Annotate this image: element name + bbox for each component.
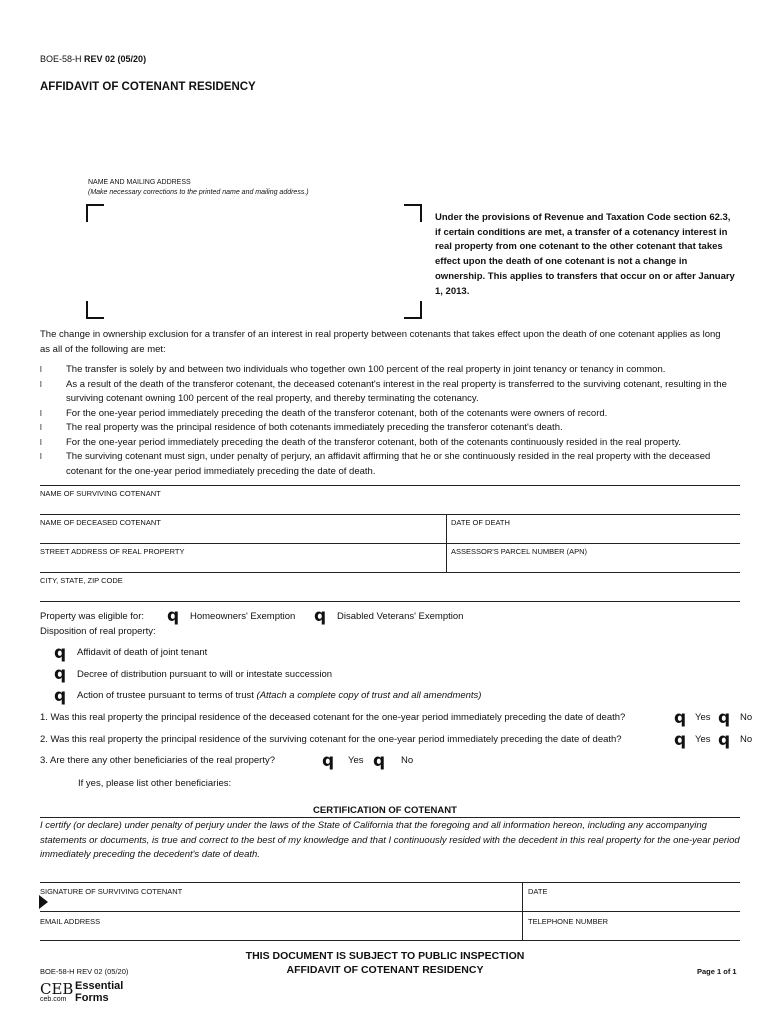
decree-checkbox[interactable]: q	[54, 664, 67, 684]
deceased-cotenant-field[interactable]: NAME OF DECEASED COTENANT	[40, 518, 161, 527]
certification-heading: CERTIFICATION OF COTENANT	[313, 805, 457, 816]
apn-field[interactable]: ASSESSOR'S PARCEL NUMBER (APN)	[451, 547, 588, 556]
divider	[40, 911, 740, 912]
condition-item	[40, 363, 740, 378]
form-code	[40, 54, 146, 64]
q1-yes-label: Yes	[695, 712, 711, 723]
page-number: Page 1 of 1	[697, 967, 737, 976]
eligible-label: Property was eligible for:	[40, 611, 145, 622]
date-of-death-field[interactable]: DATE OF DEATH	[451, 518, 510, 527]
conditions-list	[40, 363, 740, 479]
bullet-icon: l	[40, 437, 42, 447]
essential-forms-logo	[75, 980, 123, 1004]
condition-text: The transfer is solely by and between two individuals who together own 100 percent of the real property in joint tenancy or tenancy in common.	[66, 364, 666, 375]
address-label: NAME AND MAILING ADDRESS	[88, 179, 191, 186]
q2-no-checkbox[interactable]: q	[718, 730, 731, 750]
divider	[40, 485, 740, 486]
form-code-prefix: BOE-58-H	[40, 54, 82, 64]
question-3: 3. Are there any other beneficiaries of the real property?	[40, 755, 275, 766]
q3-no-checkbox[interactable]: q	[373, 751, 386, 771]
q3-no-label: No	[401, 755, 414, 766]
ef-logo-line1: Essential	[75, 980, 124, 992]
condition-text: The surviving cotenant must sign, under penalty of perjury, an affidavit affirming that he or she continuously resided in the real property with the deceased cotenant for the one-year period immediately preceding the date of death.	[66, 451, 711, 477]
list-beneficiaries-label: If yes, please list other beneficiaries:	[78, 778, 232, 789]
form-title: AFFIDAVIT OF COTENANT RESIDENCY	[40, 81, 256, 93]
intro-text: The change in ownership exclusion for a transfer of an interest in real property between cotenants that takes effect upon the death of one cotenant applies as long as all of the following are met:	[40, 329, 721, 355]
condition-text: For the one-year period immediately preceding the death of the transferor cotenant, both of the cotenants were owners of record.	[66, 407, 608, 419]
divider	[40, 601, 740, 602]
ceb-logo: CEB	[40, 980, 74, 998]
divider	[40, 572, 740, 573]
condition-item	[40, 378, 740, 407]
address-corner-bottom-right	[404, 301, 422, 319]
affidavit-checkbox[interactable]: q	[54, 643, 67, 663]
disposition-label: Disposition of real property:	[40, 626, 156, 637]
divider	[40, 940, 740, 941]
email-field[interactable]: EMAIL ADDRESS	[40, 917, 101, 926]
address-corner-top-right	[404, 204, 422, 222]
trustee-text: Action of trustee pursuant to terms of trust	[77, 690, 254, 701]
address-note: (Make necessary corrections to the printed name and mailing address.)	[88, 189, 309, 196]
signature-field[interactable]: SIGNATURE OF SURVIVING COTENANT	[40, 887, 183, 896]
q2-yes-label: Yes	[695, 734, 711, 745]
provision-text: Under the provisions of Revenue and Taxation Code section 62.3, if certain conditions are met, a transfer of a cotenancy interest in real property from one cotenant to the other cotenant that takes effect upon the death of one cotenant is not a change in ownership. This applies to transfers that occur on or after January 1, 2013.	[435, 212, 735, 297]
address-corner-bottom-left	[86, 301, 104, 319]
condition-item	[40, 436, 740, 451]
question-2: 2. Was this real property the principal residence of the surviving cotenant for the one-year period immediately preceding the date of death?	[40, 734, 622, 745]
address-corner-top-left	[86, 204, 104, 222]
footer-title: AFFIDAVIT OF COTENANT RESIDENCY	[286, 964, 484, 976]
affidavit-label: Affidavit of death of joint tenant	[77, 647, 208, 658]
homeowners-label: Homeowners' Exemption	[190, 611, 296, 622]
q1-no-label: No	[740, 712, 753, 723]
condition-item	[40, 407, 740, 422]
street-address-field[interactable]: STREET ADDRESS OF REAL PROPERTY	[40, 547, 185, 556]
sign-here-arrow-icon	[39, 895, 48, 909]
city-state-zip-field[interactable]: CITY, STATE, ZIP CODE	[40, 576, 123, 585]
bullet-icon: l	[40, 365, 42, 374]
bullet-icon: l	[40, 452, 42, 461]
condition-text: The real property was the principal residence of both cotenants immediately preceding the transferor cotenant's death.	[66, 422, 563, 433]
trustee-checkbox[interactable]: q	[54, 686, 67, 706]
bullet-icon: l	[40, 423, 42, 432]
q3-yes-label: Yes	[348, 755, 364, 766]
condition-item	[40, 421, 740, 436]
surviving-cotenant-field[interactable]: NAME OF SURVIVING COTENANT	[40, 489, 161, 498]
divider	[40, 514, 740, 515]
veterans-checkbox[interactable]: q	[314, 606, 327, 626]
condition-item	[40, 450, 740, 479]
ceb-url: ceb.com	[40, 996, 67, 1003]
q2-no-label: No	[740, 734, 753, 745]
homeowners-checkbox[interactable]: q	[167, 606, 180, 626]
q3-yes-checkbox[interactable]: q	[322, 751, 335, 771]
bullet-icon: l	[40, 408, 42, 418]
trustee-note: (Attach a complete copy of trust and all amendments)	[256, 690, 482, 701]
bullet-icon: l	[40, 379, 42, 389]
form-code-rev: REV 02 (05/20)	[84, 54, 147, 64]
divider	[40, 882, 740, 883]
date-field[interactable]: DATE	[528, 887, 548, 896]
public-inspection-notice: THIS DOCUMENT IS SUBJECT TO PUBLIC INSPECTION	[245, 950, 525, 962]
veterans-label: Disabled Veterans' Exemption	[337, 611, 464, 622]
footer-form-code: BOE-58-H REV 02 (05/20)	[40, 967, 129, 976]
telephone-field[interactable]: TELEPHONE NUMBER	[528, 917, 609, 926]
condition-text: For the one-year period immediately preceding the death of the transferor cotenant, both of the cotenants continuously resided in the real property.	[66, 436, 682, 448]
certification-text: I certify (or declare) under penalty of perjury under the laws of the State of California that the foregoing and all information hereon, including any accompanying statements or documents, is true and correct to the best of my knowledge and that I continuously resided with the decedent in this real property for the one-year period immediately preceding the decedent's date of death.	[40, 820, 740, 860]
q1-yes-checkbox[interactable]: q	[674, 708, 687, 728]
trustee-label	[77, 690, 481, 701]
ef-logo-line2: Forms	[75, 992, 109, 1004]
address-label-block	[88, 178, 309, 198]
divider	[40, 543, 740, 544]
q2-yes-checkbox[interactable]: q	[674, 730, 687, 750]
condition-text: As a result of the death of the transferor cotenant, the deceased cotenant's interest in the real property is transferred to the surviving cotenant, resulting in the surviving cotenant owning 100 percent of the real property, and thereby terminating the cotenancy.	[66, 378, 727, 404]
decree-label: Decree of distribution pursuant to will or intestate succession	[77, 669, 333, 680]
question-1: 1. Was this real property the principal residence of the deceased cotenant for the one-year period immediately preceding the date of death?	[40, 712, 626, 723]
divider	[40, 817, 740, 818]
q1-no-checkbox[interactable]: q	[718, 708, 731, 728]
